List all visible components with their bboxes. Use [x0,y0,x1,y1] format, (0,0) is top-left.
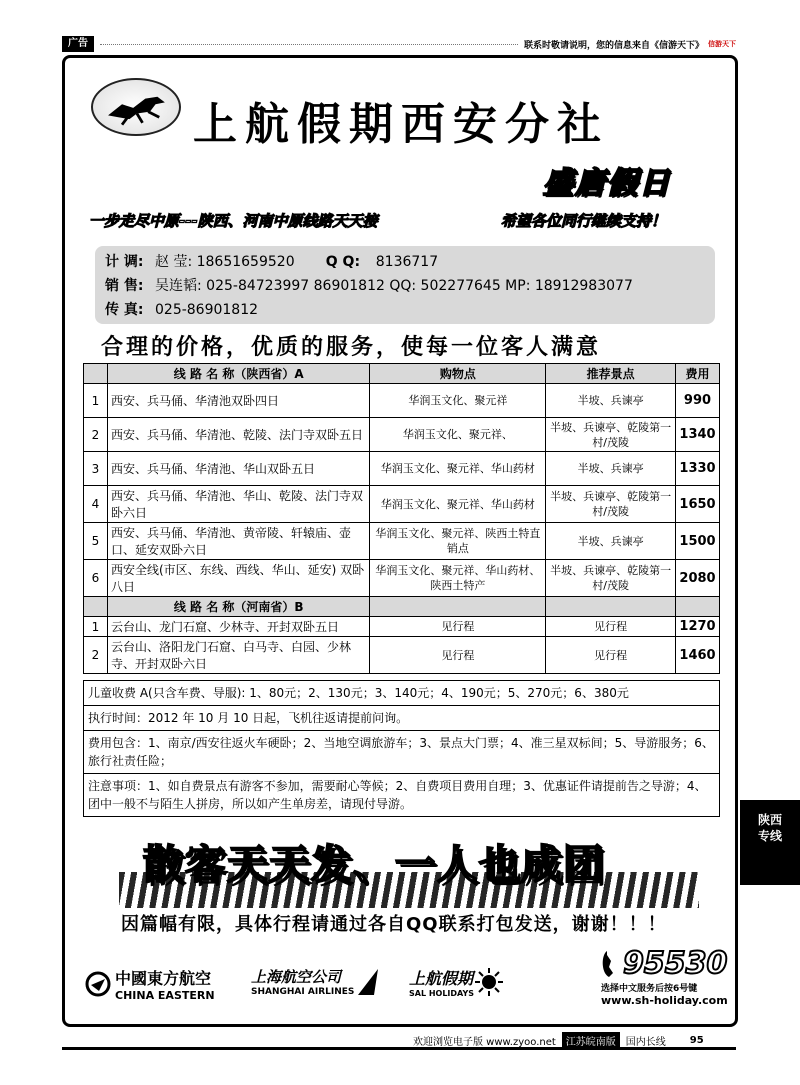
slogan-support: 希望各位同行继续支持！ [501,212,667,230]
fee-cell: 1650 [676,486,720,523]
route-table [83,363,720,674]
ad-tag: 广告 [62,36,94,52]
brand-name: 盛唐假日 [543,166,671,201]
bird-tail-icon [354,967,382,997]
ad-frame [62,55,738,1027]
magazine-logo: 信游天下 [708,40,736,48]
hotline-instruction: 选择中文服务后按6号键 [601,984,698,994]
spot-cell: 半坡、兵谏亭、乾陵第一村/茂陵 [546,486,676,523]
header-fee: 费用 [676,364,720,384]
table-row [84,452,720,486]
row-number: 1 [84,384,108,418]
attention-note: 注意事项：1、如自费景点有游客不参加，需要耐心等候；2、自费项目费用自理；3、优惠证件请提前告之导游；4、团中一般不与陌生人拼房，所以如产生单房差，请现付导游。 [88,779,707,811]
shop-cell: 见行程 [370,617,546,637]
side-tab: 陕西专线 [740,800,800,885]
edition-badge: 江苏皖南版 [562,1032,620,1049]
spot-cell: 见行程 [546,637,676,674]
route-name: 西安全线(市区、东线、西线、华山、延安) 双卧八日 [108,560,370,597]
table-row [84,560,720,597]
horse-logo-icon [91,78,181,136]
footer [413,1032,704,1048]
china-eastern-logo: 中國東方航空 CHINA EASTERN [85,966,215,1002]
top-dotted-line [100,44,518,45]
table-row [84,523,720,560]
row-number: 2 [84,637,108,674]
child-fee-note: 儿童收费 A(只含车费、导服): 1、80元；2、130元；3、140元；4、190元；5、270元；6、380元 [84,681,719,706]
row-number: 2 [84,418,108,452]
row-number: 5 [84,523,108,560]
header-shop: 购物点 [370,364,546,384]
slogan: 一步走尽中原---陕西、河南中原线路天天接 [89,212,378,230]
fee-cell: 1500 [676,523,720,560]
shop-cell: 见行程 [370,637,546,674]
fee-cell: 1270 [676,617,720,637]
page-number: 95 [689,1034,704,1046]
table-row [84,637,720,674]
shop-cell: 华润玉文化、聚元祥、陕西土特直销点 [370,523,546,560]
section-label: 国内长线 [625,1036,666,1048]
header-route-b: 线 路 名 称（河南省）B [108,597,370,617]
shop-cell: 华润玉文化、聚元祥 [370,384,546,418]
row-number: 3 [84,452,108,486]
route-name: 西安、兵马俑、华清池、黄帝陵、轩辕庙、壶口、延安双卧六日 [108,523,370,560]
row-number: 1 [84,617,108,637]
table-row [84,617,720,637]
hotline-number: 95530 [623,946,728,981]
contact-row-planner: 计 调: 赵 莹: 18651659520 Q Q: 8136717 [105,254,439,270]
route-name: 西安、兵马俑、华清池、乾陵、法门寺双卧五日 [108,418,370,452]
top-note: 联系时敬请说明，您的信息来自《信游天下》 [523,40,704,51]
header-spot: 推荐景点 [546,364,676,384]
shanghai-airlines-logo: 上海航空公司 SHANGHAI AIRLINES [251,966,382,997]
route-name: 云台山、洛阳龙门石窟、白马寺、白园、少林寺、开封双卧六日 [108,637,370,674]
shop-cell: 华润玉文化、聚元祥、华山药材、陕西土特产 [370,560,546,597]
agency-title: 上航假期西安分社 [193,99,609,150]
row-number: 4 [84,486,108,523]
route-name: 西安、兵马俑、华清池、华山双卧五日 [108,452,370,486]
row-number: 6 [84,560,108,597]
contact-box [95,246,715,324]
spot-cell: 半坡、兵谏亭、乾陵第一村/茂陵 [546,560,676,597]
table-row [84,384,720,418]
phone-icon [601,949,623,979]
shop-cell: 华润玉文化、聚元祥、华山药材 [370,486,546,523]
table-row [84,486,720,523]
header-route-a: 线 路 名 称（陕西省）A [108,364,370,384]
footer-text: 欢迎浏览电子版 www.zyoo.net [413,1036,556,1048]
schedule-note: 执行时间：2012 年 10 月 10 日起，飞机往返请提前问询。 [84,706,719,731]
spot-cell: 半坡、兵谏亭、乾陵第一村/茂陵 [546,418,676,452]
fee-cell: 2080 [676,560,720,597]
spot-cell: 见行程 [546,617,676,637]
route-name: 西安、兵马俑、华清池、华山、乾陵、法门寺双卧六日 [108,486,370,523]
route-name: 云台山、龙门石窟、少林寺、开封双卧五日 [108,617,370,637]
hotline [601,946,728,1007]
fee-cell: 1460 [676,637,720,674]
contact-tip: 因篇幅有限，具体行程请通过各自QQ联系打包发送，谢谢！！！ [121,914,667,935]
headline-slogan: 散客天天发、一人也成团 [143,842,605,888]
spot-cell: 半坡、兵谏亭 [546,452,676,486]
sun-icon [474,967,504,997]
notes-box [83,680,720,817]
spot-cell: 半坡、兵谏亭 [546,523,676,560]
include-note: 费用包含：1、南京/西安往返火车硬卧；2、当地空调旅游车；3、景点大门票；4、准三星双标间；5、导游服务；6、旅行社责任险； [84,731,719,774]
website-link[interactable]: www.sh-holiday.com [601,994,728,1007]
contact-row-sales: 销 售: 吴连韬: 025-84723997 86901812 QQ: 502277645 MP: 18912983077 [105,278,633,294]
top-bar [62,34,736,54]
fee-cell: 990 [676,384,720,418]
shop-cell: 华润玉文化、聚元祥、华山药材 [370,452,546,486]
spot-cell: 半坡、兵谏亭 [546,384,676,418]
motto: 合理的价格，优质的服务，使每一位客人满意 [101,335,602,360]
sal-holidays-logo: 上航假期 SAL HOLIDAYS [409,966,504,998]
contact-row-fax: 传 真: 025-86901812 [105,302,259,318]
shop-cell: 华润玉文化、聚元祥、 [370,418,546,452]
table-row [84,418,720,452]
fee-cell: 1330 [676,452,720,486]
fee-cell: 1340 [676,418,720,452]
china-eastern-icon [85,971,111,997]
route-name: 西安、兵马俑、华清池双卧四日 [108,384,370,418]
